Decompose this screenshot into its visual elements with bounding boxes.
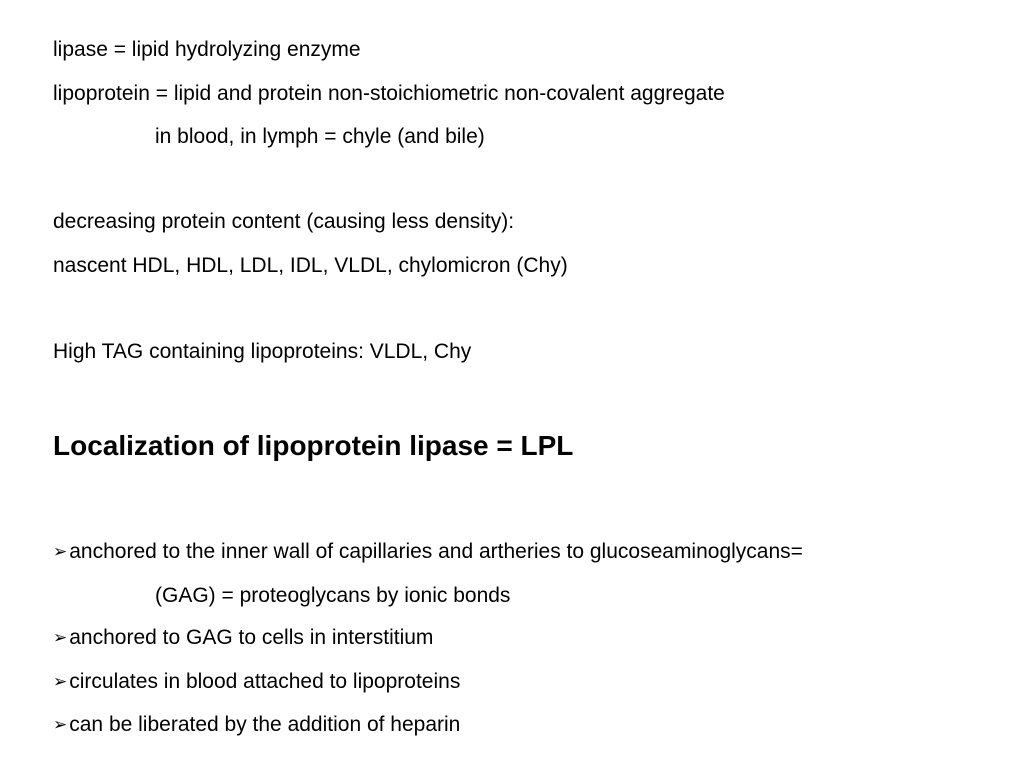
bullet-item-3 (53, 670, 460, 695)
bullet-item-4 (53, 713, 460, 738)
bullet-item-4-text: can be liberated by the addition of heparin (69, 713, 461, 736)
arrow-bullet-icon: ➢ (53, 542, 68, 561)
bullet-item-2-text: anchored to GAG to cells in interstitium (69, 626, 434, 649)
bullet-item-1 (53, 540, 803, 565)
high-tag-lipoproteins: High TAG containing lipoproteins: VLDL, Chy (53, 340, 472, 363)
bullet-item-1-text: anchored to the inner wall of capillaries and artheries to glucoseaminoglycans= (69, 540, 803, 563)
lipoprotein-definition: lipoprotein = lipid and protein non-stoichiometric non-covalent aggregate (53, 82, 725, 105)
arrow-bullet-icon: ➢ (53, 715, 68, 734)
bullet-item-3-text: circulates in blood attached to lipoproteins (69, 670, 461, 693)
bullet-item-1-continuation: (GAG) = proteoglycans by ionic bonds (155, 584, 511, 607)
arrow-bullet-icon: ➢ (53, 672, 68, 691)
arrow-bullet-icon: ➢ (53, 628, 68, 647)
density-intro: decreasing protein content (causing less density): (53, 210, 515, 233)
bullet-item-2 (53, 626, 433, 651)
lipoprotein-location: in blood, in lymph = chyle (and bile) (155, 125, 485, 148)
lipase-definition: lipase = lipid hydrolyzing enzyme (53, 38, 361, 61)
density-order: nascent HDL, HDL, LDL, IDL, VLDL, chylomicron (Chy) (53, 254, 568, 277)
section-title: Localization of lipoprotein lipase = LPL (53, 430, 574, 461)
